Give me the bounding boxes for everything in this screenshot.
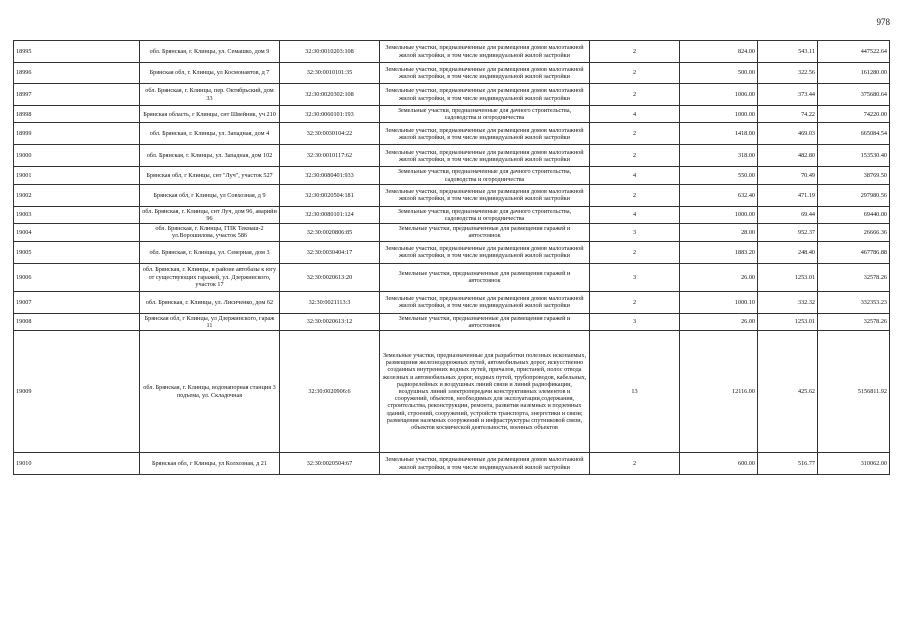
area-cell: 1000.00	[680, 206, 758, 223]
land-purpose-cell: Земельные участки, предназначенные для размещения домов малоэтажной жилой застройки, в том числе индивидуальной жилой застройки	[380, 123, 590, 145]
table-row	[14, 123, 890, 145]
cadastral-number-cell: 32:30:0080101:124	[280, 206, 380, 223]
table-row	[14, 145, 890, 167]
table-row	[14, 206, 890, 223]
land-purpose-cell: Земельные участки, предназначенные для дачного строительства, садоводства и огородничества	[380, 106, 590, 123]
cadastral-number-cell: 32:30:0020613:12	[280, 313, 380, 330]
address-cell: обл. Брянская, г. Клинцы, ГПК Текмаш-2 ул.Ворошилова, участок 586	[140, 224, 280, 241]
table-row	[14, 167, 890, 184]
table-row	[14, 84, 890, 106]
page-number: 978	[876, 17, 890, 27]
land-purpose-cell: Земельные участки, предназначенные для размещения домов малоэтажной жилой застройки, в том числе индивидуальной жилой застройки	[380, 41, 590, 63]
cadastral-value-cell: 69440.00	[818, 206, 890, 223]
address-cell: Брянская обл, г Клинцы, ул Дзержинского, гараж 11	[140, 313, 280, 330]
table-row	[14, 241, 890, 263]
cadastral-number-cell: 32:30:0020906:6	[280, 331, 380, 453]
area-cell: 500.00	[680, 63, 758, 84]
group-number-cell: 4	[590, 167, 680, 184]
row-number: 19005	[14, 241, 140, 263]
cadastral-value-cell: 332353.23	[818, 291, 890, 313]
cadastral-number-cell: 32:30:0020613:20	[280, 263, 380, 291]
cadastral-value-cell: 32578.26	[818, 313, 890, 330]
row-number: 19001	[14, 167, 140, 184]
row-number: 19007	[14, 291, 140, 313]
cadastral-number-cell: 32:30:0020504:181	[280, 184, 380, 206]
row-number: 19006	[14, 263, 140, 291]
unit-value-cell: 1253.01	[758, 263, 818, 291]
unit-value-cell: 471.19	[758, 184, 818, 206]
address-cell: обл. Брянская, г. Клинцы, ул. Западная, дом 102	[140, 145, 280, 167]
area-cell: 1418.00	[680, 123, 758, 145]
group-number-cell: 2	[590, 184, 680, 206]
unit-value-cell: 373.44	[758, 84, 818, 106]
row-number: 19008	[14, 313, 140, 330]
unit-value-cell: 322.56	[758, 63, 818, 84]
unit-value-cell: 952.37	[758, 224, 818, 241]
cadastral-number-cell: 32:30:0010203:108	[280, 41, 380, 63]
land-purpose-cell: Земельные участки, предназначенные для размещения гаражей и автостоянок	[380, 263, 590, 291]
row-number: 18998	[14, 106, 140, 123]
unit-value-cell: 516.77	[758, 453, 818, 475]
row-number: 19009	[14, 331, 140, 453]
area-cell: 318.00	[680, 145, 758, 167]
cadastral-number-cell: 32:30:0030404:17	[280, 241, 380, 263]
address-cell: обл. Брянская, г. Клинцы, снт Луч, дом 96, аварийн 96	[140, 206, 280, 223]
group-number-cell: 3	[590, 263, 680, 291]
cadastral-value-cell: 38769.50	[818, 167, 890, 184]
table-row	[14, 41, 890, 63]
address-cell: Брянская обл, г Клинцы, ул Совхозная, д 9	[140, 184, 280, 206]
area-cell: 824.00	[680, 41, 758, 63]
table-row	[14, 63, 890, 84]
cadastral-value-cell: 74220.00	[818, 106, 890, 123]
table-row	[14, 263, 890, 291]
group-number-cell: 2	[590, 84, 680, 106]
group-number-cell: 4	[590, 206, 680, 223]
address-cell: Брянская область, г Клинцы, снт Швейник, уч 210	[140, 106, 280, 123]
group-number-cell: 2	[590, 41, 680, 63]
table-row	[14, 453, 890, 475]
row-number: 19003	[14, 206, 140, 223]
land-purpose-cell: Земельные участки, предназначенные для дачного строительства, садоводства и огородничества	[380, 167, 590, 184]
unit-value-cell: 69.44	[758, 206, 818, 223]
group-number-cell: 3	[590, 313, 680, 330]
cadastral-value-cell: 153530.40	[818, 145, 890, 167]
cadastral-value-cell: 161280.00	[818, 63, 890, 84]
row-number: 18996	[14, 63, 140, 84]
address-cell: обл. Брянская, г. Клинцы, в районе автобазы к югу от существующих гаражей, ул. Дзержинского, участок 17	[140, 263, 280, 291]
group-number-cell: 2	[590, 145, 680, 167]
area-cell: 1000.00	[680, 106, 758, 123]
land-purpose-cell: Земельные участки, предназначенные для размещения домов малоэтажной жилой застройки, в том числе индивидуальной жилой застройки	[380, 241, 590, 263]
area-cell: 1006.00	[680, 84, 758, 106]
unit-value-cell: 1253.01	[758, 313, 818, 330]
address-cell: обл. Брянская, г. Клинцы, ул. Лисиченко, дом 62	[140, 291, 280, 313]
land-purpose-cell: Земельные участки, предназначенные для дачного строительства, садоводства и огородничества	[380, 206, 590, 223]
cadastral-value-cell: 375680.64	[818, 84, 890, 106]
cadastral-value-cell: 310062.00	[818, 453, 890, 475]
table-row	[14, 313, 890, 330]
group-number-cell: 2	[590, 123, 680, 145]
cadastral-value-cell: 32578.26	[818, 263, 890, 291]
land-purpose-cell: Земельные участки, предназначенные для размещения домов малоэтажной жилой застройки, в том числе индивидуальной жилой застройки	[380, 291, 590, 313]
row-number: 18995	[14, 41, 140, 63]
unit-value-cell: 482.80	[758, 145, 818, 167]
cadastral-number-cell: 32:30:0010117:62	[280, 145, 380, 167]
land-purpose-cell: Земельные участки, предназначенные для размещения домов малоэтажной жилой застройки, в том числе индивидуальной жилой застройки	[380, 184, 590, 206]
row-number: 18997	[14, 84, 140, 106]
row-number: 19002	[14, 184, 140, 206]
table-body	[14, 41, 890, 475]
area-cell: 632.40	[680, 184, 758, 206]
group-number-cell: 2	[590, 241, 680, 263]
address-cell: обл. Брянская, г. Клинцы, ул. Семашко, дом 9	[140, 41, 280, 63]
table-row	[14, 291, 890, 313]
table-row	[14, 224, 890, 241]
land-purpose-cell: Земельные участки, предназначенные для размещения гаражей и автостоянок	[380, 313, 590, 330]
row-number: 19000	[14, 145, 140, 167]
cadastral-number-cell: 32:30:0080401:933	[280, 167, 380, 184]
cadastral-value-cell: 297980.56	[818, 184, 890, 206]
cadastral-value-cell: 26666.36	[818, 224, 890, 241]
area-cell: 26.00	[680, 263, 758, 291]
area-cell: 26.00	[680, 313, 758, 330]
cadastral-number-cell: 32:30:0020504:67	[280, 453, 380, 475]
row-number: 18999	[14, 123, 140, 145]
area-cell: 1000.10	[680, 291, 758, 313]
address-cell: обл. Брянская, г. Клинцы, ул. Северная, дом 3	[140, 241, 280, 263]
table-row	[14, 184, 890, 206]
land-purpose-cell: Земельные участки, предназначенные для размещения домов малоэтажной жилой застройки, в том числе индивидуальной жилой застройки	[380, 145, 590, 167]
cadastral-value-cell: 5156811.92	[818, 331, 890, 453]
table-row	[14, 106, 890, 123]
group-number-cell: 2	[590, 291, 680, 313]
cadastral-number-cell: 32:30:0021113:3	[280, 291, 380, 313]
group-number-cell: 13	[590, 331, 680, 453]
unit-value-cell: 332.32	[758, 291, 818, 313]
cadastral-number-cell: 32:30:0030104:22	[280, 123, 380, 145]
cadastral-value-cell: 665084.54	[818, 123, 890, 145]
land-purpose-cell: Земельные участки, предназначенные для размещения домов малоэтажной жилой застройки, в том числе индивидуальной жилой застройки	[380, 63, 590, 84]
land-purpose-cell: Земельные участки, предназначенные для размещения гаражей и автостоянок	[380, 224, 590, 241]
group-number-cell: 3	[590, 224, 680, 241]
land-purpose-cell: Земельные участки, предназначенные для разработки полезных ископаемых, размещения железнодорожных путей, автомобильных дорог, искусственно созданных внутренних водных путей, причалов, пристаней, полос отвода железных и автомобильных дорог, водных путей, трубопроводов, кабельных, радиорелейных и воздушных линий связи и линий радиофикации, воздушных линий электропередачи конструктивных элементов и сооружений, объектов, необходимых для эксплуатации,содержания, строительства, реконструкции, ремонта, развития наземных и подземных зданий, строений, сооружений, устройств транспорта, энергетики и связи; размещения наземных сооружений и инфраструктуры спутниковой связи, объектов космической деятельности, военных объектов	[380, 331, 590, 453]
cadastral-value-cell: 467786.88	[818, 241, 890, 263]
area-cell: 1883.20	[680, 241, 758, 263]
address-cell: обл. Брянская, г. Клинцы, ул. Западная, дом 4	[140, 123, 280, 145]
address-cell: обл. Брянская, г. Клинцы, водонапорная станция 3 подъема, ул. Складочная	[140, 331, 280, 453]
unit-value-cell: 74.22	[758, 106, 818, 123]
land-purpose-cell: Земельные участки, предназначенные для размещения домов малоэтажной жилой застройки, в том числе индивидуальной жилой застройки	[380, 453, 590, 475]
area-cell: 28.00	[680, 224, 758, 241]
area-cell: 600.00	[680, 453, 758, 475]
cadastral-number-cell: 32:30:0020806:85	[280, 224, 380, 241]
cadastral-value-table	[13, 40, 890, 475]
address-cell: Брянская обл, г. Клинцы, ул Космонавтов, д 7	[140, 63, 280, 84]
unit-value-cell: 469.03	[758, 123, 818, 145]
cadastral-value-cell: 447522.64	[818, 41, 890, 63]
group-number-cell: 2	[590, 63, 680, 84]
cadastral-number-cell: 32:30:0020302:108	[280, 84, 380, 106]
area-cell: 550.00	[680, 167, 758, 184]
address-cell: Брянская обл, г Клинцы, ул Колхозная, д 21	[140, 453, 280, 475]
group-number-cell: 4	[590, 106, 680, 123]
area-cell: 12116.00	[680, 331, 758, 453]
cadastral-number-cell: 32:30:0010101:35	[280, 63, 380, 84]
unit-value-cell: 248.40	[758, 241, 818, 263]
group-number-cell: 2	[590, 453, 680, 475]
row-number: 19010	[14, 453, 140, 475]
unit-value-cell: 543.11	[758, 41, 818, 63]
unit-value-cell: 425.62	[758, 331, 818, 453]
land-purpose-cell: Земельные участки, предназначенные для размещения домов малоэтажной жилой застройки, в том числе индивидуальной жилой застройки	[380, 84, 590, 106]
address-cell: обл. Брянская, г. Клинцы, пер. Октябрьский, дом 33	[140, 84, 280, 106]
row-number: 19004	[14, 224, 140, 241]
table-row	[14, 331, 890, 453]
unit-value-cell: 70.49	[758, 167, 818, 184]
cadastral-number-cell: 32:30:0060101:193	[280, 106, 380, 123]
address-cell: Брянская обл, г Клинцы, снт "Луч", участок 527	[140, 167, 280, 184]
